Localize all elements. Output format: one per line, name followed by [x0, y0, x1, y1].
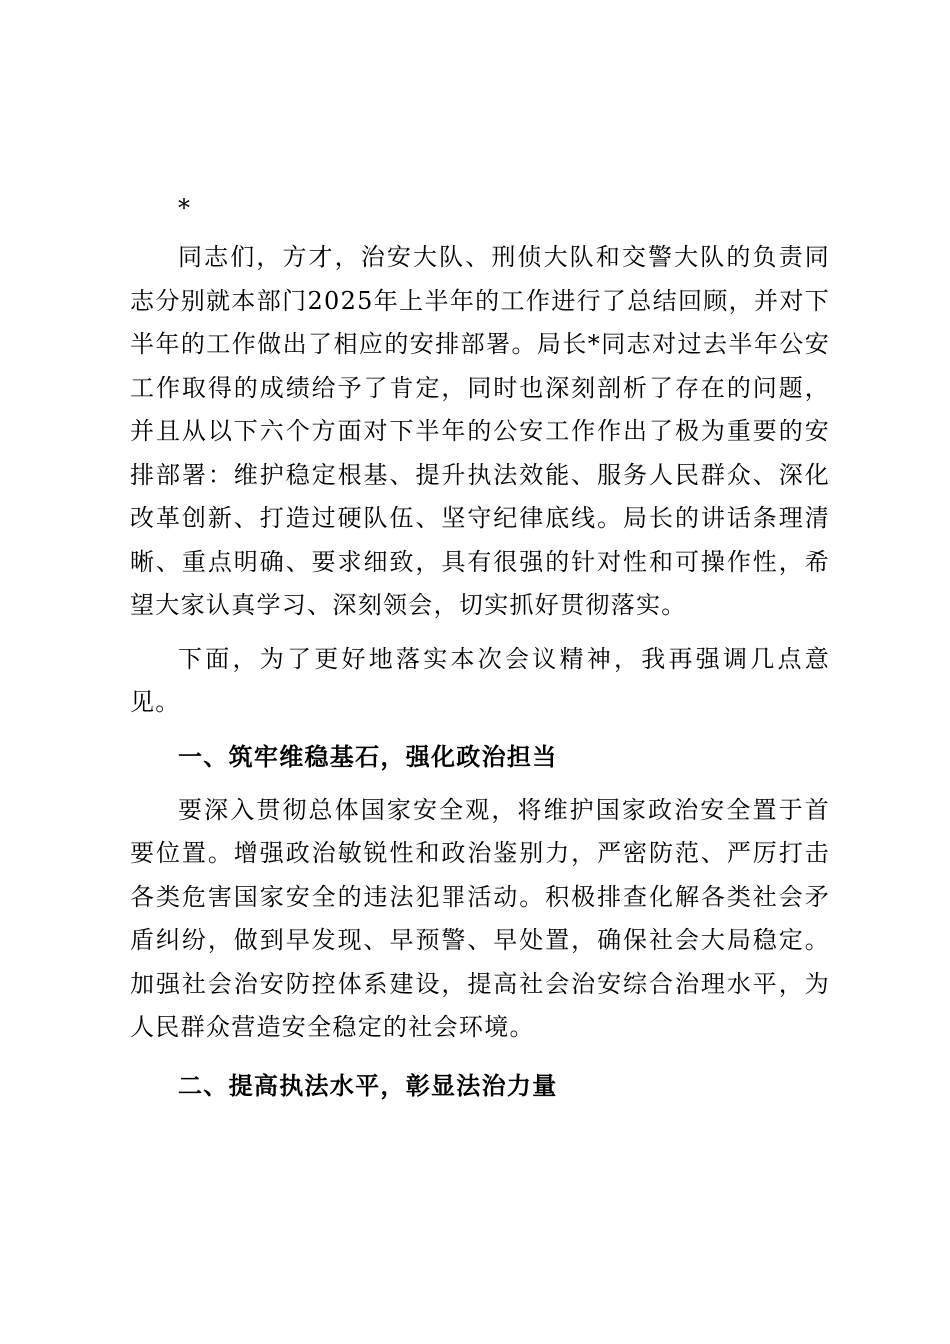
asterisk-marker: * [178, 194, 190, 222]
document-page [130, 186, 830, 1108]
transition-paragraph: 下面，为了更好地落实本次会议精神，我再强调几点意见。 [130, 644, 830, 716]
section-heading-1: 一、筑牢维稳基石，强化政治担当 [178, 741, 558, 771]
intro-paragraph: 同志们，方才，治安大队、刑侦大队和交警大队的负责同志分别就本部门2025年上半年的工作进行了总结回顾，并对下半年的工作做出了相应的安排部署。局长*同志对过去半年公安工作取得的成绩给予了肯定，同时也深刻剖析了存在的问题，并且从以下六个方面对下半年的公安工作作出了极为重要的安排部署：维护稳定根基、提升执法效能、服务人民群众、深化改革创新、打造过硬队伍、坚守纪律底线。局长的讲话条理清晰、重点明确、要求细致，具有很强的针对性和可操作性，希望大家认真学习、深刻领会，切实抓好贯彻落实。 [130, 243, 830, 619]
section-heading-2: 二、提高执法水平，彰显法治力量 [178, 1070, 558, 1100]
section1-body-paragraph: 要深入贯彻总体国家安全观，将维护国家政治安全置于首要位置。增强政治敏锐性和政治鉴别力，严密防范、严厉打击各类危害国家安全的违法犯罪活动。积极排查化解各类社会矛盾纠纷，做到早发现、早预警、早处置，确保社会大局稳定。加强社会治安防控体系建设，提高社会治安综合治理水平，为人民群众营造安全稳定的社会环境。 [130, 795, 830, 1041]
